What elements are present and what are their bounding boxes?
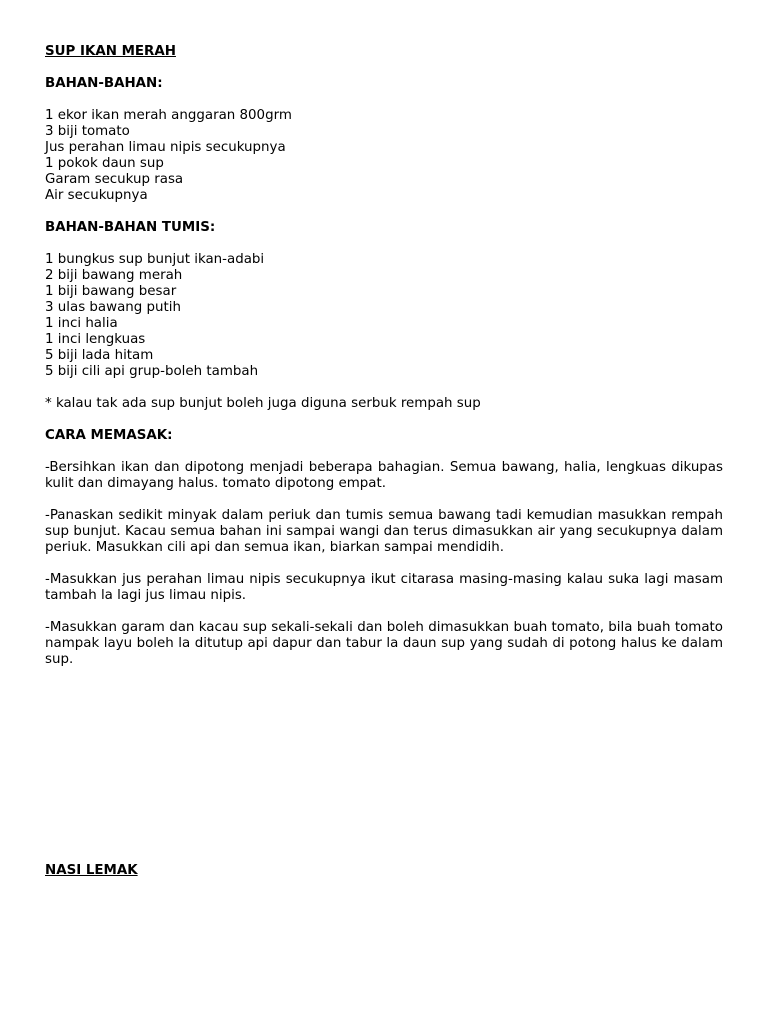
list-item: 1 ekor ikan merah anggaran 800grm [45,108,292,123]
second-recipe-title: NASI LEMAK [45,863,138,878]
list-item: 3 ulas bawang putih [45,300,181,315]
list-item: Jus perahan limau nipis secukupnya [45,140,286,155]
ingredients-list [45,108,723,204]
list-item: 5 biji cili api grup-boleh tambah [45,364,259,379]
list-item: 1 bungkus sup bunjut ikan-adabi [45,252,265,267]
method-step: -Masukkan garam dan kacau sup sekali-sekali dan boleh dimasukkan buah tomato, bila buah tomato nampak layu boleh la ditutup api dapur dan tabur la daun sup yang sudah di potong halus ke dalam sup. [45,620,723,667]
list-item: Air secukupnya [45,188,148,203]
list-item: Garam secukup rasa [45,172,184,187]
ingredients-heading: BAHAN-BAHAN: [45,76,163,91]
document-page [45,44,723,668]
tumis-list [45,252,723,380]
recipe-title: SUP IKAN MERAH [45,44,176,59]
method-step: -Panaskan sedikit minyak dalam periuk dan tumis semua bawang tadi kemudian masukkan rempah sup bunjut. Kacau semua bahan ini sampai wangi dan terus dimasukkan air yang secukupnya dalam periuk. Masukkan cili api dan semua ikan, biarkan sampai mendidih. [45,508,723,555]
method-step: -Bersihkan ikan dan dipotong menjadi beberapa bahagian. Semua bawang, halia, lengkuas dikupas kulit dan dimayang halus. tomato dipotong empat. [45,460,723,491]
list-item: 1 pokok daun sup [45,156,164,171]
method-heading: CARA MEMASAK: [45,428,173,443]
list-item: 1 inci lengkuas [45,332,146,347]
tumis-heading: BAHAN-BAHAN TUMIS: [45,220,216,235]
list-item: 5 biji lada hitam [45,348,154,363]
list-item: 3 biji tomato [45,124,130,139]
note-text: * kalau tak ada sup bunjut boleh juga diguna serbuk rempah sup [45,396,481,411]
list-item: 1 inci halia [45,316,118,331]
list-item: 2 biji bawang merah [45,268,183,283]
method-step: -Masukkan jus perahan limau nipis secukupnya ikut citarasa masing-masing kalau suka lagi masam tambah la lagi jus limau nipis. [45,572,723,603]
list-item: 1 biji bawang besar [45,284,177,299]
